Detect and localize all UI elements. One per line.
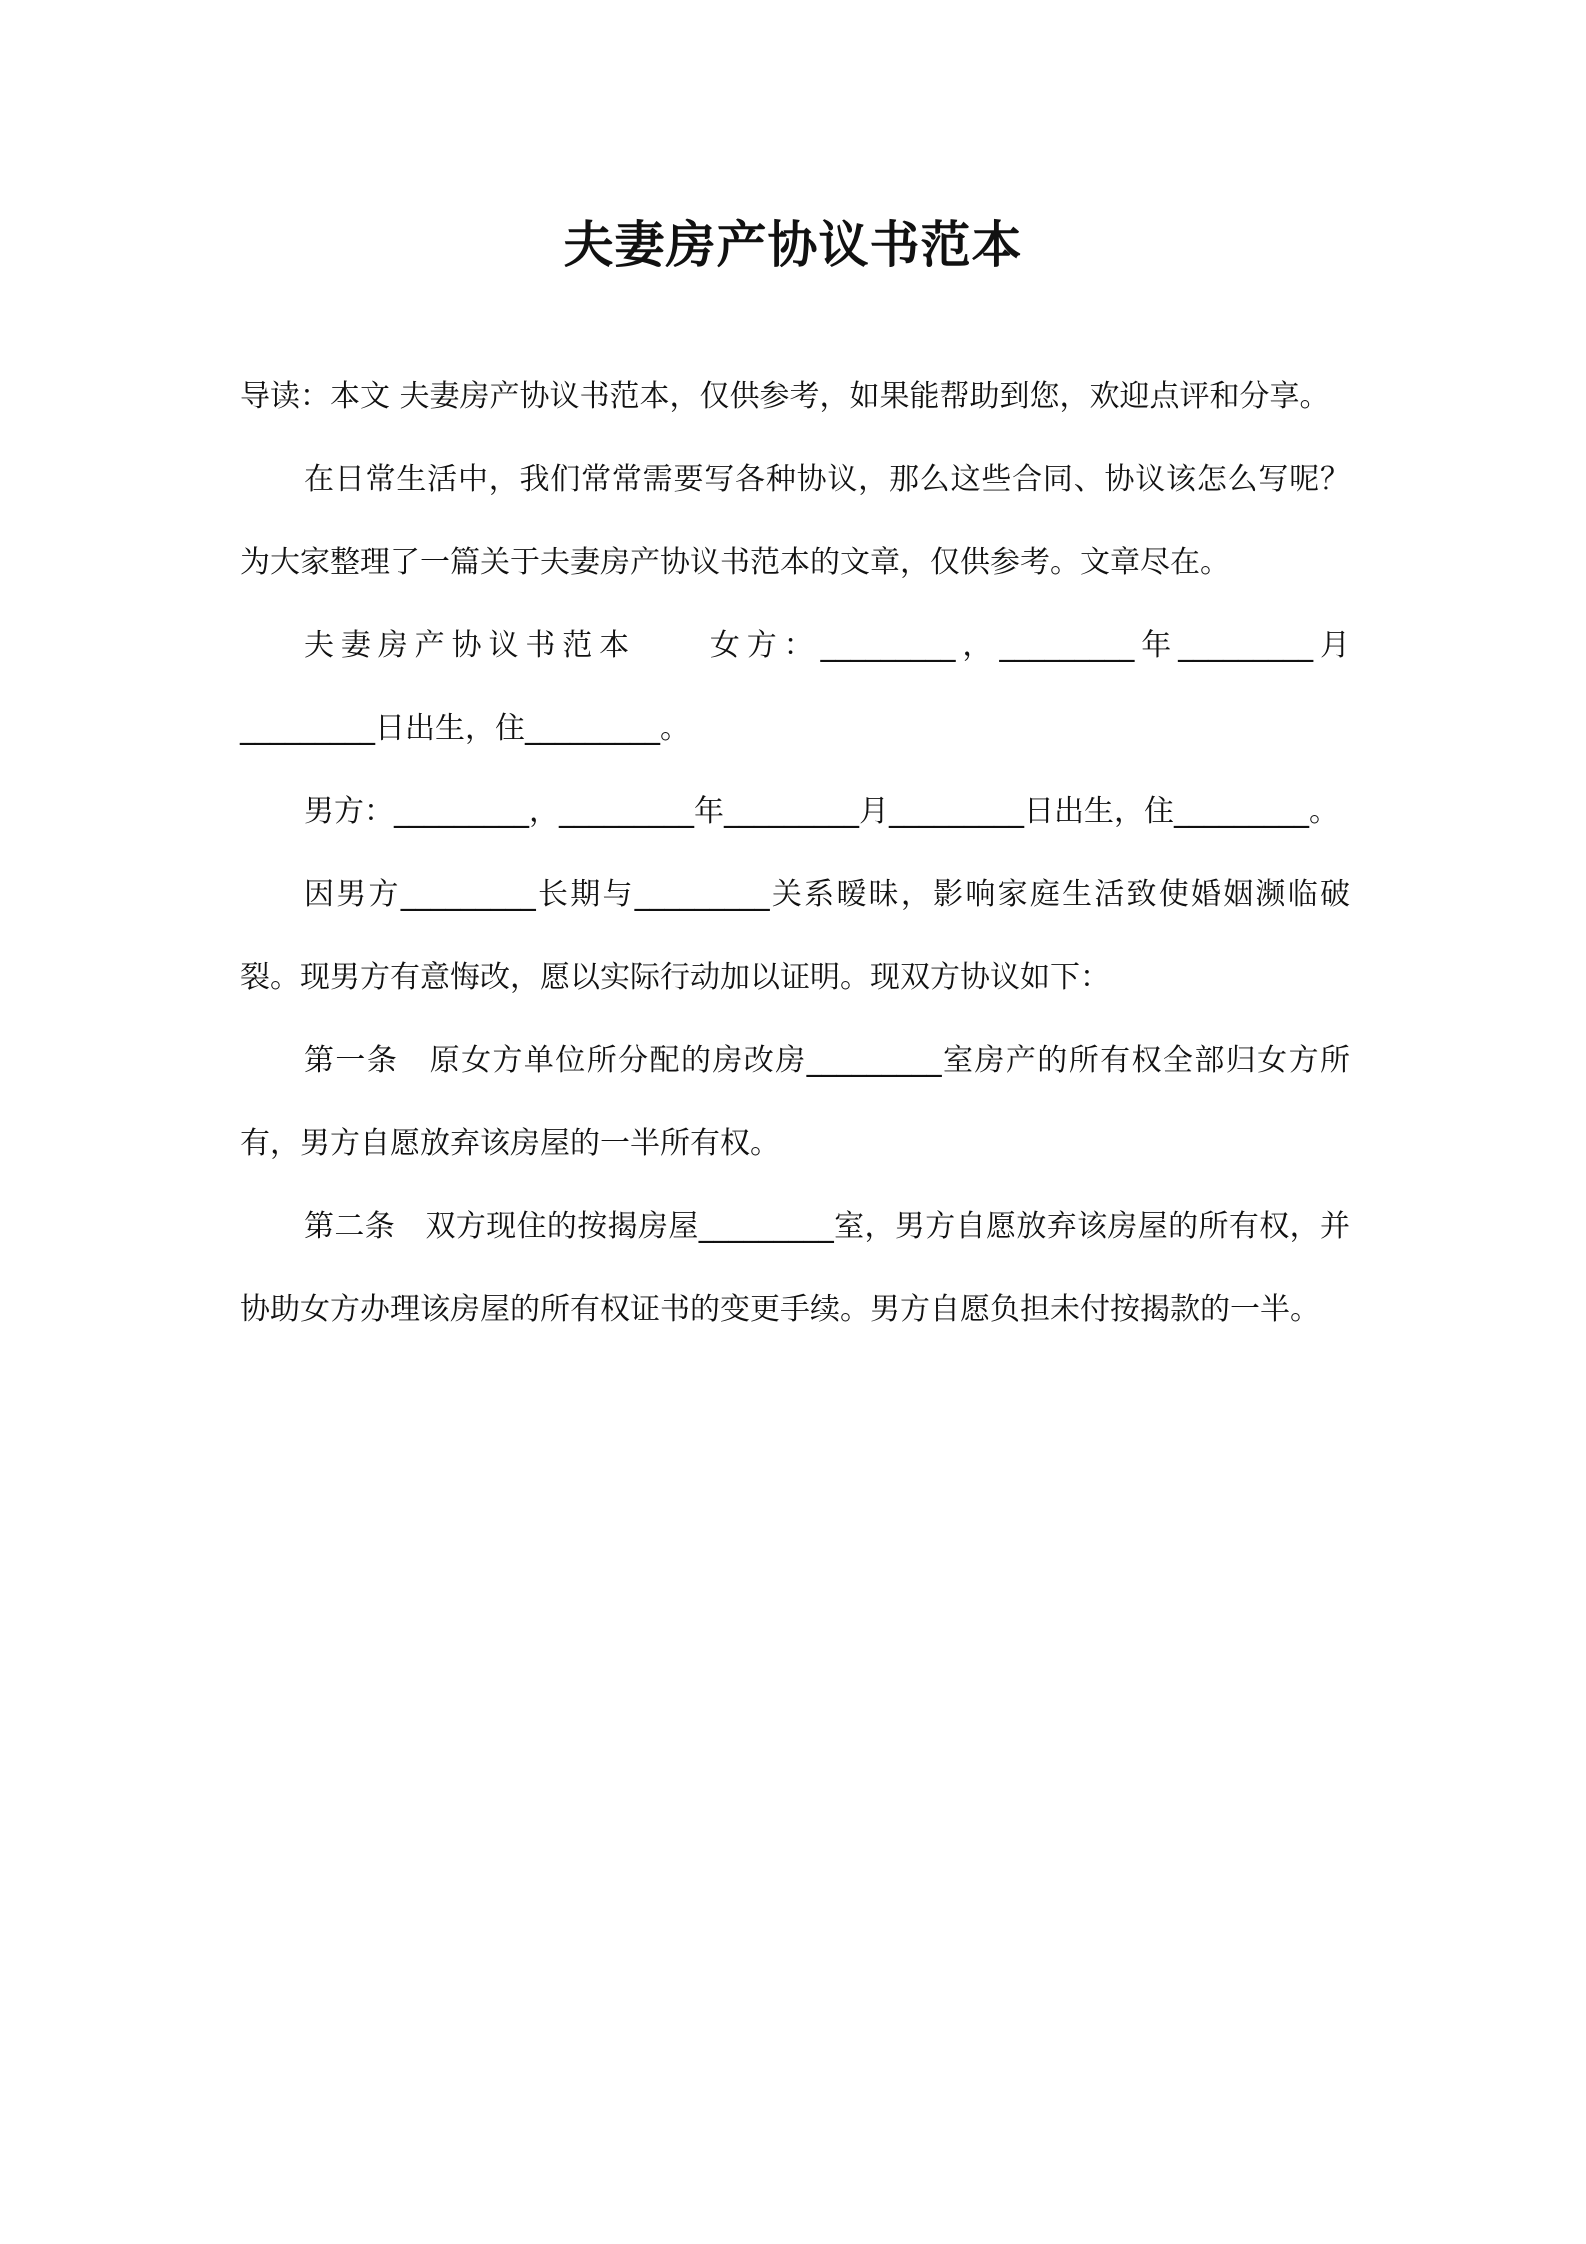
female-party-paragraph: 夫妻房产协议书范本 女方：_________，_________年_________月_________日出生，住_________。 bbox=[240, 628, 1350, 746]
article-one-paragraph: 第一条 原女方单位所分配的房改房_________室房产的所有权全部归女方所有，男方自愿放弃该房屋的一半所有权。 bbox=[240, 1043, 1350, 1161]
context-paragraph: 在日常生活中，我们常常需要写各种协议，那么这些合同、协议该怎么写呢？为大家整理了一篇关于夫妻房产协议书范本的文章，仅供参考。文章尽在。 bbox=[240, 462, 1350, 580]
article-two-paragraph: 第二条 双方现住的按揭房屋_________室，男方自愿放弃该房屋的所有权，并协助女方办理该房屋的所有权证书的变更手续。男方自愿负担未付按揭款的一半。 bbox=[240, 1209, 1350, 1327]
reason-paragraph: 因男方_________长期与_________关系暧昧，影响家庭生活致使婚姻濒临破裂。现男方有意悔改，愿以实际行动加以证明。现双方协议如下： bbox=[240, 877, 1350, 995]
male-party-paragraph: 男方：_________，_________年_________月_________日出生，住_________。 bbox=[304, 794, 1339, 829]
intro-paragraph: 导读：本文 夫妻房产协议书范本，仅供参考，如果能帮助到您，欢迎点评和分享。 bbox=[240, 379, 1330, 414]
document-title: 夫妻房产协议书范本 bbox=[563, 216, 1023, 274]
document-body bbox=[240, 355, 1350, 1351]
